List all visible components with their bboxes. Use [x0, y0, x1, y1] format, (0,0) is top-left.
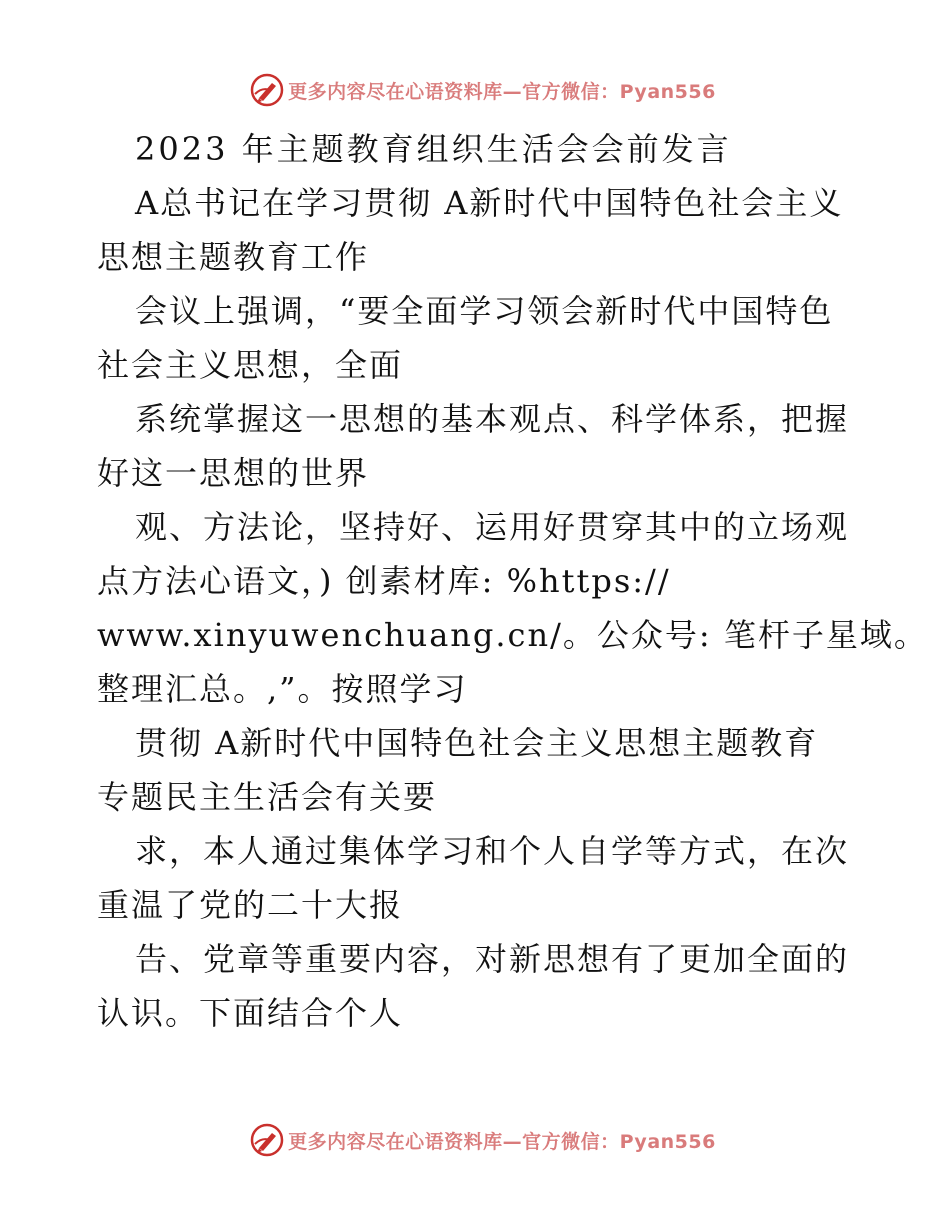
- text-line: 会议上强调，“要全面学习领会新时代中国特色: [135, 292, 834, 330]
- text-line: 社会主义思想，全面: [97, 346, 404, 384]
- document-body: [97, 122, 928, 1040]
- header-banner-inner: [250, 73, 716, 107]
- text-line-url: www.xinyuwenchuang.cn/。公众号: 笔杆子星域。: [97, 616, 928, 654]
- header-banner: [0, 70, 950, 110]
- footer-banner-inner: [250, 1123, 716, 1157]
- text-line: 观、方法论，坚持好、运用好贯穿其中的立场观: [135, 508, 850, 546]
- text-line: 点方法心语文，) 创素材库: %https://: [97, 562, 671, 600]
- text-line: 重温了党的二十大报: [97, 886, 404, 924]
- text-line: 告、党章等重要内容，对新思想有了更加全面的: [135, 940, 850, 978]
- text-line: 认识。下面结合个人: [97, 994, 404, 1032]
- text-line: 整理汇总。,”。按照学习: [97, 670, 468, 708]
- text-line: 系统掌握这一思想的基本观点、科学体系，把握: [135, 400, 850, 438]
- pen-logo-icon: [250, 1123, 284, 1157]
- text-line: 专题民主生活会有关要: [97, 778, 438, 816]
- footer-banner: [0, 1120, 950, 1160]
- footer-banner-text: 更多内容尽在心语资料库—官方微信：Pyan556: [288, 1130, 716, 1153]
- text-line: A总书记在学习贯彻 A新时代中国特色社会主义: [135, 184, 844, 222]
- text-line: 思想主题教育工作: [97, 238, 370, 276]
- text-line: 好这一思想的世界: [97, 454, 370, 492]
- header-banner-text: 更多内容尽在心语资料库—官方微信：Pyan556: [288, 80, 716, 103]
- pen-logo-icon: [250, 73, 284, 107]
- text-line: 贯彻 A新时代中国特色社会主义思想主题教育: [135, 724, 819, 762]
- document-title: 2023 年主题教育组织生活会会前发言: [135, 130, 732, 168]
- text-line: 求，本人通过集体学习和个人自学等方式，在次: [135, 832, 850, 870]
